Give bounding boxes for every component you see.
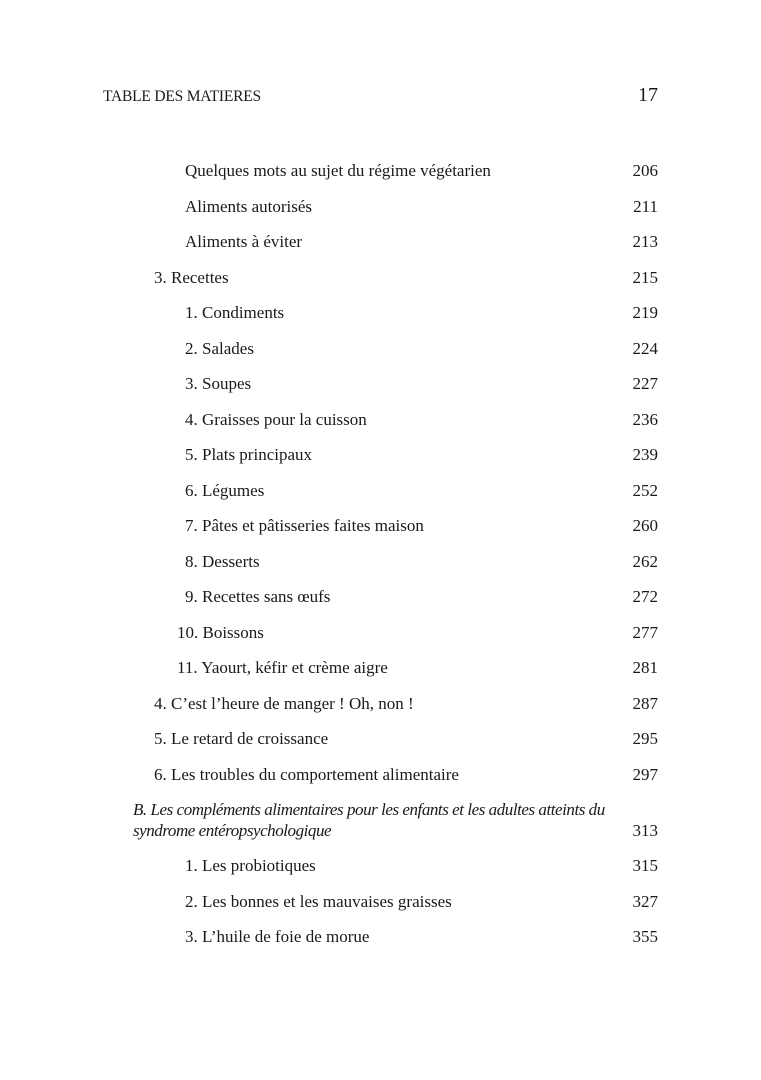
toc-entry-page: 252 xyxy=(632,480,658,500)
toc-entry xyxy=(103,764,658,785)
toc-entry xyxy=(103,891,658,912)
toc-entry-label: 6. Les troubles du comportement alimentaire xyxy=(154,764,459,784)
toc-entry xyxy=(103,160,658,181)
toc-entry-label: 5. Le retard de croissance xyxy=(154,729,329,748)
toc-entry xyxy=(103,409,658,430)
toc-entry xyxy=(103,657,658,678)
toc-entry-page: 260 xyxy=(632,516,658,535)
toc-entry-label: 8. Desserts xyxy=(185,551,260,571)
toc-entry-label: 9. Recettes sans œufs xyxy=(185,587,331,606)
toc-entry-label: 6. Légumes xyxy=(185,480,265,500)
toc-entry-label: 1. Condiments xyxy=(185,303,285,322)
running-title: TABLE DES MATIERES xyxy=(103,88,261,105)
toc-entry xyxy=(103,338,658,359)
toc-entry-label: 3. L’huile de foie de morue xyxy=(185,927,370,946)
toc-entry-label: Aliments autorisés xyxy=(185,196,313,216)
toc-entry-label: 2. Salades xyxy=(185,338,254,358)
toc-entry-page: 277 xyxy=(632,622,658,642)
toc-entry xyxy=(103,586,658,607)
running-header xyxy=(103,84,658,112)
toc-entry xyxy=(103,267,658,288)
section-b-title-line1: B. Les compléments alimentaires pour les enfants et les adultes atteints du xyxy=(133,800,605,819)
toc-entry-page: 227 xyxy=(632,374,658,393)
toc-entry xyxy=(103,196,658,217)
toc-entry-page: 315 xyxy=(632,856,658,875)
toc-entry-page: 239 xyxy=(632,445,658,464)
toc-entry-page: 224 xyxy=(632,338,658,358)
toc-entry xyxy=(103,302,658,323)
toc-entry-label: Aliments à éviter xyxy=(185,232,303,251)
toc-entry-label: 11. Yaourt, kéfir et crème aigre xyxy=(177,658,388,677)
toc-entry xyxy=(103,480,658,501)
toc-entry-label: 3. Recettes xyxy=(154,267,229,287)
toc-entry-page: 219 xyxy=(632,303,658,322)
toc-entry-page: 355 xyxy=(632,927,658,946)
toc-entry-page: 206 xyxy=(632,161,658,180)
toc-entry xyxy=(103,855,658,876)
page-number: 17 xyxy=(638,84,658,106)
toc-entry-label: 3. Soupes xyxy=(185,374,252,393)
toc-entry xyxy=(103,515,658,536)
toc-entry-page: 327 xyxy=(632,891,658,911)
toc-entry-page: 211 xyxy=(633,196,658,216)
toc-entry xyxy=(103,373,658,394)
toc-entry-label: 2. Les bonnes et les mauvaises graisses xyxy=(185,891,452,911)
toc-entry xyxy=(103,622,658,643)
toc-entry-label: 4. Graisses pour la cuisson xyxy=(185,409,367,429)
toc-entry xyxy=(103,926,658,947)
section-b-line2-row xyxy=(133,820,658,841)
toc-section-b xyxy=(103,799,658,841)
toc-entry-page: 287 xyxy=(632,693,658,713)
toc-entry-label: 7. Pâtes et pâtisseries faites maison xyxy=(185,516,424,535)
toc-entry-label: 4. C’est l’heure de manger ! Oh, non ! xyxy=(154,693,414,713)
toc-entry xyxy=(103,693,658,714)
toc-entry-page: 262 xyxy=(632,551,658,571)
toc-entry xyxy=(103,444,658,465)
toc-entry xyxy=(103,551,658,572)
toc-entry-label: 5. Plats principaux xyxy=(185,445,313,464)
toc-entry-page: 281 xyxy=(632,658,658,677)
toc-entry xyxy=(103,728,658,749)
toc-entry-page: 213 xyxy=(632,232,658,251)
toc-entry-label: Quelques mots au sujet du régime végétarien xyxy=(185,161,491,180)
toc-entry-page: 313 xyxy=(632,821,658,840)
toc-entry-label: 1. Les probiotiques xyxy=(185,856,316,875)
toc-entry-page: 297 xyxy=(632,764,658,784)
section-b-title-line2: syndrome entéropsychologique xyxy=(133,821,332,840)
toc-entry-page: 272 xyxy=(632,587,658,606)
toc-entry-label: 10. Boissons xyxy=(177,622,264,642)
toc-entry-page: 295 xyxy=(632,729,658,748)
toc-entry-page: 236 xyxy=(632,409,658,429)
toc-entry-page: 215 xyxy=(632,267,658,287)
toc-entry xyxy=(103,231,658,252)
table-of-contents xyxy=(103,160,658,947)
